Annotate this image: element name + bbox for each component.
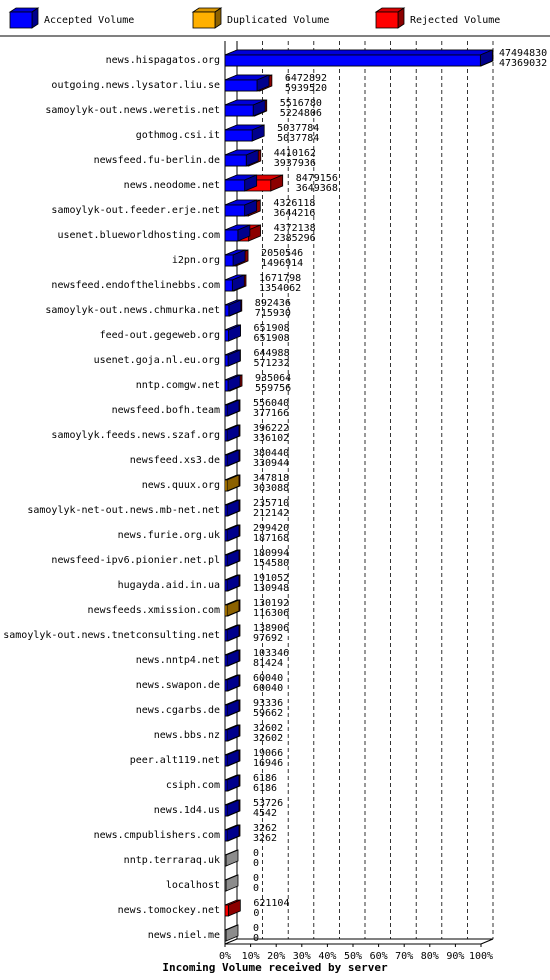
value-total: 299420 xyxy=(253,523,290,534)
value-total: 4326118 xyxy=(273,198,316,209)
legend-swatch xyxy=(193,12,215,28)
value-total: 347818 xyxy=(253,473,290,484)
value-total: 60040 xyxy=(253,673,284,684)
legend-label: Accepted Volume xyxy=(44,15,135,26)
bar-row xyxy=(225,525,240,541)
value-accepted: 336102 xyxy=(253,433,290,444)
value-total: 4372138 xyxy=(273,223,316,234)
value-accepted: 2385296 xyxy=(273,233,316,244)
legend-swatch-side xyxy=(215,8,221,28)
x-tick-label: 10% xyxy=(241,951,260,962)
bar-row xyxy=(225,500,240,516)
legend-item xyxy=(376,8,500,28)
bar-accepted-front xyxy=(225,705,227,716)
x-axis xyxy=(219,944,493,962)
category-label: news.cgarbs.de xyxy=(135,705,220,716)
bar-accepted-front xyxy=(225,355,228,366)
bar-total xyxy=(225,900,240,916)
value-accepted: 330944 xyxy=(253,458,290,469)
value-total: 8479156 xyxy=(295,173,338,184)
value-accepted: 303088 xyxy=(253,483,290,494)
bar-accepted-front xyxy=(225,605,227,616)
x-tick-label: 30% xyxy=(292,951,311,962)
bar-accepted xyxy=(225,75,269,91)
value-total: 180994 xyxy=(253,548,290,559)
value-total: 1671798 xyxy=(259,273,302,284)
category-label: news.cmpublishers.com xyxy=(93,830,220,841)
value-accepted: 5224806 xyxy=(279,108,322,119)
bar-row xyxy=(225,300,242,316)
bar-accepted-front xyxy=(225,630,227,641)
bar-row xyxy=(225,375,242,391)
value-total: 103346 xyxy=(253,648,290,659)
value-accepted: 6186 xyxy=(253,783,278,794)
value-accepted: 212142 xyxy=(253,508,290,519)
value-accepted: 571232 xyxy=(253,358,290,369)
value-accepted: 154580 xyxy=(253,558,290,569)
bar-accepted-front xyxy=(225,805,227,816)
x-tick-label: 90% xyxy=(446,951,465,962)
category-label: news.neodome.net xyxy=(123,180,220,191)
bar-row xyxy=(225,700,240,716)
category-label: feed-out.gegeweb.org xyxy=(99,330,220,341)
bar-empty xyxy=(225,925,238,941)
bar-accepted-front xyxy=(225,405,227,416)
value-accepted: 377166 xyxy=(253,408,290,419)
bar-row xyxy=(225,250,248,266)
value-total: 0 xyxy=(253,848,260,859)
bar-row xyxy=(225,825,240,841)
value-accepted: 3649368 xyxy=(295,183,338,194)
x-tick-label: 80% xyxy=(420,951,439,962)
value-accepted: 3937936 xyxy=(273,158,316,169)
value-accepted: 47369032 xyxy=(499,58,548,69)
floor-edge xyxy=(481,939,493,944)
value-total: 5516780 xyxy=(279,98,322,109)
category-label: csiph.com xyxy=(165,780,220,791)
bar-row xyxy=(225,175,283,191)
bar-row xyxy=(225,400,240,416)
bar-empty-side xyxy=(226,875,238,891)
bar-row xyxy=(225,225,261,241)
value-total: 0 xyxy=(253,873,260,884)
category-label: gothmog.csi.it xyxy=(135,130,220,141)
bar-accepted xyxy=(225,275,244,291)
value-accepted: 5939520 xyxy=(284,83,328,94)
bar-row xyxy=(225,675,240,691)
bar-empty-front xyxy=(225,880,226,891)
value-accepted: 60040 xyxy=(253,683,284,694)
legend-item xyxy=(193,8,329,28)
bar-total-side xyxy=(228,900,240,916)
bar-accepted-front xyxy=(225,455,227,466)
value-total: 651908 xyxy=(253,323,290,334)
bar-accepted-front xyxy=(225,780,227,791)
bar-row xyxy=(225,350,240,366)
value-total: 396222 xyxy=(253,423,290,434)
category-label: news.quux.org xyxy=(141,480,220,491)
value-total: 556040 xyxy=(253,398,290,409)
bar-accepted-front xyxy=(225,255,233,266)
bar-accepted-front xyxy=(225,480,227,491)
category-label: news.nntp4.net xyxy=(135,655,220,666)
value-total: 191052 xyxy=(253,573,290,584)
value-accepted: 59662 xyxy=(253,708,284,719)
value-total: 3262 xyxy=(253,823,278,834)
category-label: newsfeed-ipv6.pionier.net.pl xyxy=(51,555,220,566)
bar-accepted-front xyxy=(225,55,480,66)
value-accepted: 0 xyxy=(253,908,260,919)
value-accepted: 0 xyxy=(253,883,260,894)
bar-accepted-front xyxy=(225,755,227,766)
category-label: news.niel.me xyxy=(147,930,220,941)
bar-empty xyxy=(225,850,238,866)
bar-empty-front xyxy=(225,855,226,866)
legend-item xyxy=(10,8,134,28)
bar-accepted xyxy=(225,350,240,366)
bar-accepted-front xyxy=(225,280,232,291)
category-label: localhost xyxy=(165,880,220,891)
value-accepted: 4542 xyxy=(253,808,278,819)
value-total: 32602 xyxy=(253,723,284,734)
bar-accepted xyxy=(225,100,265,116)
bar-accepted xyxy=(225,50,492,66)
value-total: 0 xyxy=(253,923,260,934)
value-accepted: 1354062 xyxy=(259,283,302,294)
x-tick-label: 70% xyxy=(395,951,414,962)
value-accepted: 97692 xyxy=(253,633,284,644)
bar-accepted-front xyxy=(225,230,238,241)
value-accepted: 715930 xyxy=(254,308,291,319)
category-label: peer.alt119.net xyxy=(129,755,220,766)
category-label: newsfeed.endofthelinebbs.com xyxy=(51,280,220,291)
value-accepted: 5037784 xyxy=(277,133,320,144)
bar-accepted-front xyxy=(225,830,227,841)
category-label: i2pn.org xyxy=(171,255,220,266)
value-total: 380440 xyxy=(253,448,290,459)
category-label: usenet.goja.nl.eu.org xyxy=(93,355,220,366)
bar-accepted-front xyxy=(225,130,252,141)
value-total: 138906 xyxy=(253,623,290,634)
bar-accepted-front xyxy=(225,380,228,391)
category-label: samoylyk-out.news.tnetconsulting.net xyxy=(3,630,220,641)
legend-label: Rejected Volume xyxy=(410,15,501,26)
bar-empty-side xyxy=(226,850,238,866)
value-accepted: 116306 xyxy=(253,608,290,619)
bar-accepted xyxy=(225,325,241,341)
bar-row xyxy=(225,850,238,866)
category-label: usenet.blueworldhosting.com xyxy=(57,230,220,241)
category-label: news.hispagatos.org xyxy=(105,55,220,66)
category-label: newsfeeds.xmission.com xyxy=(87,605,220,616)
category-label: samoylyk-out.news.weretis.net xyxy=(45,105,220,116)
bar-row xyxy=(225,75,272,91)
bar-accepted-front xyxy=(225,580,227,591)
bar-row xyxy=(225,575,240,591)
bar-row xyxy=(225,100,267,116)
value-total: 2050546 xyxy=(261,248,304,259)
bar-accepted-front xyxy=(225,105,253,116)
value-accepted: 32602 xyxy=(253,733,284,744)
category-label: samoylyk-out.feeder.erje.net xyxy=(51,205,220,216)
category-label: news.1d4.us xyxy=(153,805,220,816)
bar-accepted xyxy=(225,375,240,391)
value-labels xyxy=(253,48,547,944)
bar-row xyxy=(225,900,240,916)
value-accepted: 651908 xyxy=(253,333,290,344)
bar-accepted-front xyxy=(225,505,227,516)
legend-swatch-side xyxy=(32,8,38,28)
bar-accepted-front xyxy=(225,305,229,316)
bar-row xyxy=(225,875,238,891)
bar-row xyxy=(225,550,240,566)
bar-row xyxy=(225,625,240,641)
bar-empty-side xyxy=(226,925,238,941)
bar-accepted-top xyxy=(225,50,492,55)
value-accepted: 187168 xyxy=(253,533,290,544)
bar-row xyxy=(225,275,246,291)
bar-empty xyxy=(225,875,238,891)
bar-row xyxy=(225,750,240,766)
value-accepted: 1496914 xyxy=(261,258,304,269)
legend xyxy=(0,8,550,36)
bar-accepted-front xyxy=(225,180,245,191)
bar-accepted-front xyxy=(225,155,246,166)
category-label: news.furie.org.uk xyxy=(117,530,220,541)
x-tick-label: 20% xyxy=(267,951,286,962)
value-total: 4410162 xyxy=(273,148,316,159)
category-label: news.swapon.de xyxy=(135,680,220,691)
bar-row xyxy=(225,150,261,166)
value-total: 5037784 xyxy=(277,123,320,134)
value-total: 19066 xyxy=(253,748,284,759)
bar-accepted-front xyxy=(225,680,227,691)
bar-row xyxy=(225,725,240,741)
bar-accepted-front xyxy=(225,730,227,741)
category-labels xyxy=(3,55,220,941)
value-total: 644988 xyxy=(253,348,290,359)
value-total: 93336 xyxy=(253,698,284,709)
bar-accepted xyxy=(225,125,264,141)
legend-swatch xyxy=(376,12,398,28)
category-label: nntp.comgw.net xyxy=(135,380,220,391)
category-label: news.bbs.nz xyxy=(153,730,220,741)
value-total: 47494830 xyxy=(499,48,548,59)
value-total: 6186 xyxy=(253,773,278,784)
value-total: 621104 xyxy=(253,898,290,909)
bar-empty-front xyxy=(225,930,226,941)
value-total: 53726 xyxy=(253,798,284,809)
bar-row xyxy=(225,325,241,341)
value-accepted: 0 xyxy=(253,858,260,869)
x-tick-label: 60% xyxy=(369,951,388,962)
bar-row xyxy=(225,775,240,791)
category-label: news.tomockey.net xyxy=(117,905,220,916)
bar-total-front xyxy=(225,905,228,916)
bar-row xyxy=(225,200,260,216)
legend-swatch xyxy=(10,12,32,28)
bar-accepted-front xyxy=(225,530,227,541)
bar-accepted-front xyxy=(225,205,245,216)
bar-accepted-front xyxy=(225,655,227,666)
bar-accepted-front xyxy=(225,555,227,566)
x-tick-label: 40% xyxy=(318,951,337,962)
value-accepted: 0 xyxy=(253,933,260,944)
category-label: hugayda.aid.in.ua xyxy=(117,580,220,591)
category-label: newsfeed.bofh.team xyxy=(111,405,220,416)
bar-row xyxy=(225,650,240,666)
legend-swatch-side xyxy=(398,8,404,28)
value-accepted: 81424 xyxy=(253,658,284,669)
x-tick-label: 50% xyxy=(343,951,363,962)
bar-row xyxy=(225,50,493,66)
bar-row xyxy=(225,925,238,941)
value-total: 235710 xyxy=(253,498,290,509)
x-axis-label: Incoming Volume received by server xyxy=(162,961,388,974)
x-tick-label: 100% xyxy=(468,951,494,962)
bar-row xyxy=(225,425,240,441)
value-accepted: 3262 xyxy=(253,833,278,844)
bar-accepted-side xyxy=(228,350,240,366)
value-total: 6472892 xyxy=(284,73,328,84)
category-label: samoylyk-out.news.chmurka.net xyxy=(45,305,220,316)
bar-accepted-front xyxy=(225,430,227,441)
value-total: 935064 xyxy=(255,373,292,384)
category-label: nntp.terraraq.uk xyxy=(123,855,220,866)
bar-accepted-front xyxy=(225,330,229,341)
bar-row xyxy=(225,125,264,141)
value-total: 892436 xyxy=(254,298,291,309)
value-accepted: 559756 xyxy=(255,383,292,394)
value-accepted: 16946 xyxy=(253,758,284,769)
bar-row xyxy=(225,450,240,466)
category-label: samoylyk-net-out.news.mb-net.net xyxy=(27,505,220,516)
bar-accepted xyxy=(225,300,241,316)
value-total: 130192 xyxy=(253,598,290,609)
bar-row xyxy=(225,600,240,616)
legend-label: Duplicated Volume xyxy=(227,15,330,26)
value-accepted: 3644216 xyxy=(273,208,316,219)
bar-row xyxy=(225,800,240,816)
value-accepted: 130948 xyxy=(253,583,290,594)
bar-accepted-front xyxy=(225,80,257,91)
x-tick-label: 0% xyxy=(218,951,232,962)
category-label: newsfeed.fu-berlin.de xyxy=(93,155,220,166)
category-label: newsfeed.xs3.de xyxy=(129,455,220,466)
bar-accepted-side xyxy=(228,375,240,391)
category-label: outgoing.news.lysator.liu.se xyxy=(51,80,220,91)
category-label: samoylyk.feeds.news.szaf.org xyxy=(51,430,220,441)
bar-row xyxy=(225,475,240,491)
